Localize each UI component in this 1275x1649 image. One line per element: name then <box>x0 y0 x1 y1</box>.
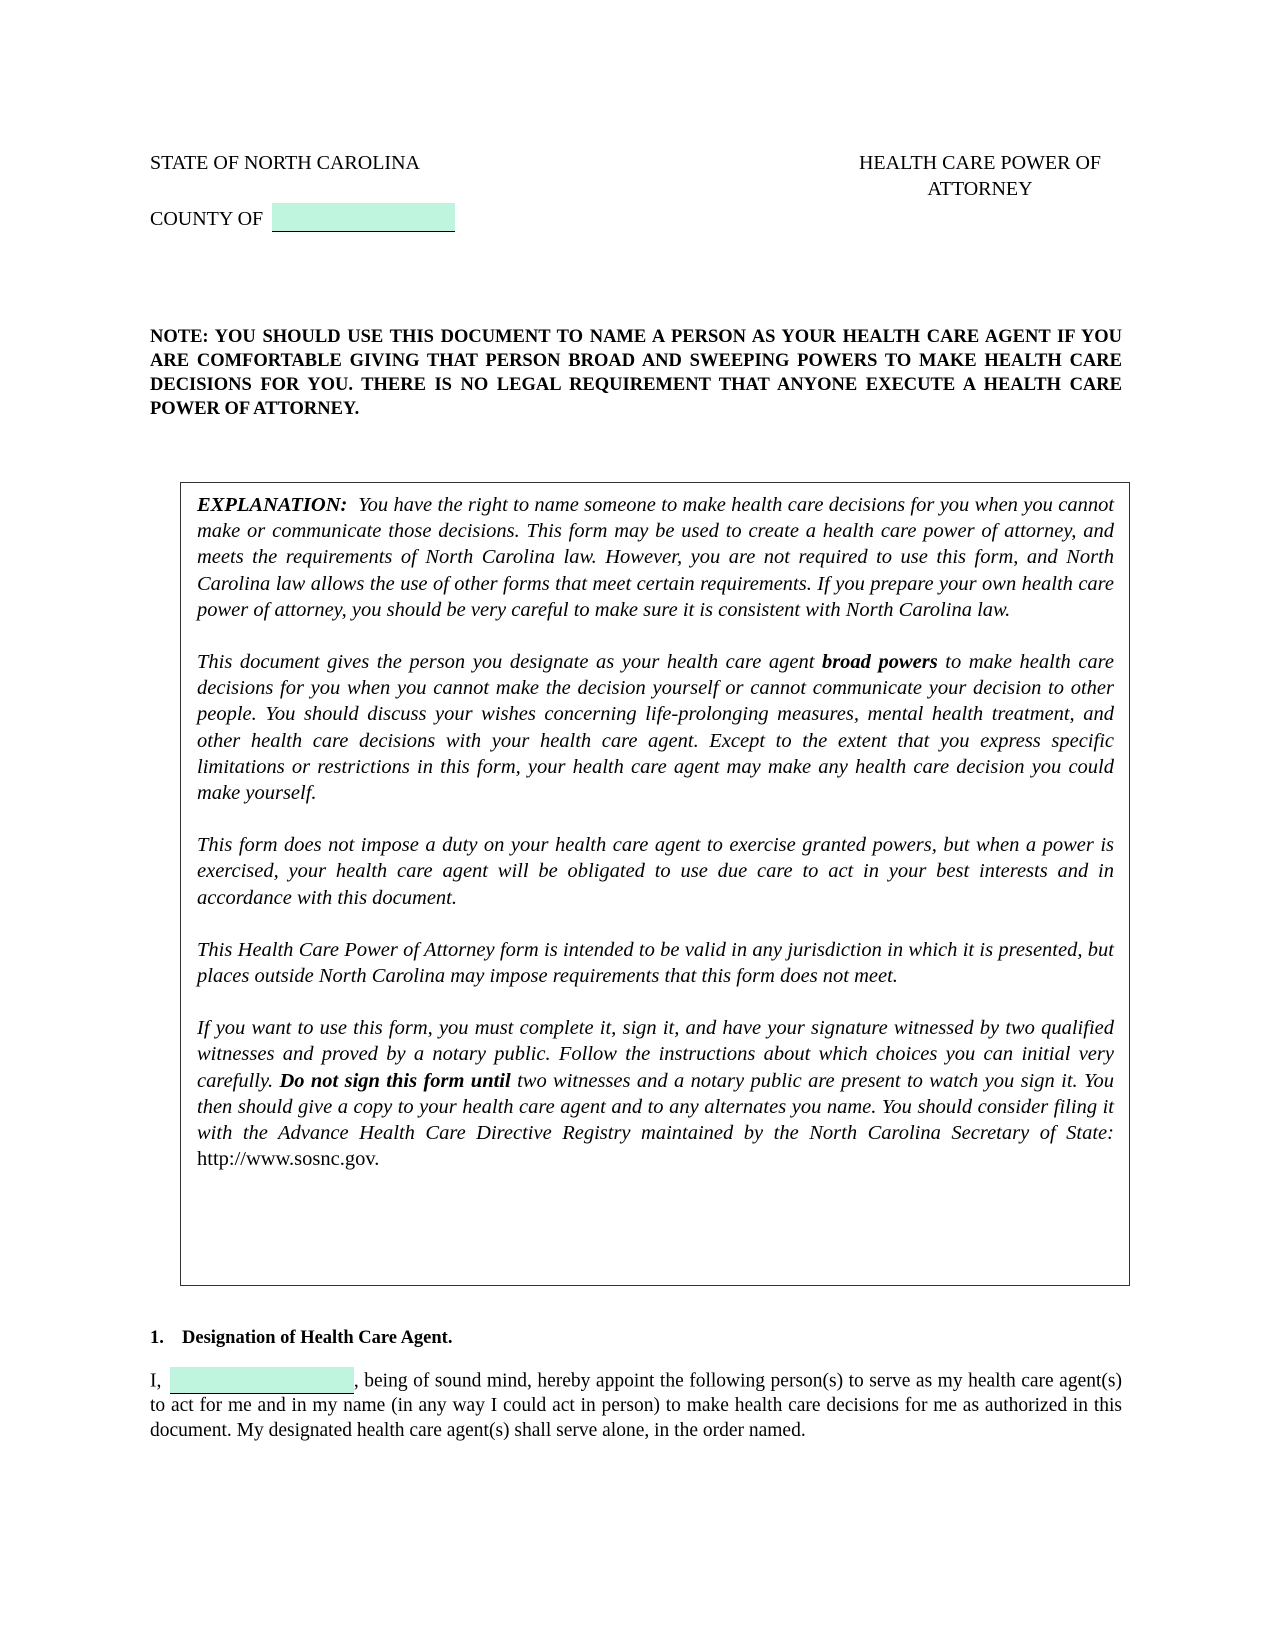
appointment-text: , being of sound mind, hereby appoint the following person(s) to serve as my health care agent(s) to act for me and in my name (in any way I could act in person) to make health care decisions for me as authorized in this document. My designated health care agent(s) shall serve alone, in the order named. <box>150 1370 1122 1441</box>
note-paragraph: NOTE: YOU SHOULD USE THIS DOCUMENT TO NAME A PERSON AS YOUR HEALTH CARE AGENT IF YOU ARE COMFORTABLE GIVING THAT PERSON BROAD AND SWEEPING POWERS TO MAKE HEALTH CARE DECISIONS FOR YOU. THERE IS NO LEGAL REQUIREMENT THAT ANYONE EXECUTE A HEALTH CARE POWER OF ATTORNEY. <box>150 327 1122 419</box>
principal-name-input[interactable] <box>170 1367 354 1394</box>
appointment-paragraph <box>150 1367 1122 1443</box>
explanation-text-5b: two witnesses and a notary public are present to watch you sign it. You then should give a copy to your health care agent and to any alternates you name. You should consider filing it with the Advance Health Care Directive Registry maintained by the North Carolina Secretary of State: <box>197 1069 1115 1145</box>
state-heading: STATE OF NORTH CAROLINA <box>150 152 420 174</box>
county-input[interactable] <box>272 203 455 232</box>
explanation-text-2b: to make health care decisions for you when you cannot make the decision yourself or cannot communicate your decision to other people. You should discuss your wishes concerning life-prolonging measures, mental health treatment, and other health care decisions with your health care agent. Except to the extent that you express specific limitations or restrictions in this form, your health care agent may make any health care decision you could make yourself. <box>197 651 1114 805</box>
section-1-heading <box>150 1328 452 1349</box>
explanation-paragraph-2 <box>197 649 1114 806</box>
explanation-box <box>180 482 1130 1286</box>
broad-powers-emphasis: broad powers <box>821 651 938 674</box>
section-number: 1. <box>150 1328 164 1348</box>
explanation-paragraph-5 <box>197 1015 1114 1172</box>
registry-link[interactable]: http://www.sosnc.gov. <box>197 1148 380 1171</box>
explanation-text-1: You have the right to name someone to make health care decisions for you when you cannot make or communicate those decisions. This form may be used to create a health care power of attorney, and meets the requirements of North Carolina law. However, you are not required to use this form, and North Carolina law allows the use of other forms that meet certain requirements. If you prepare your own health care power of attorney, you should be very careful to make sure it is consistent with North Carolina law. <box>197 494 1115 621</box>
county-line <box>150 203 455 232</box>
explanation-text-2a: This document gives the person you designate as your health care agent <box>197 651 815 674</box>
appointment-prefix: I, <box>150 1370 162 1392</box>
do-not-sign-emphasis: Do not sign this form until <box>279 1069 511 1092</box>
section-title: Designation of Health Care Agent. <box>182 1328 453 1348</box>
explanation-paragraph-4: This Health Care Power of Attorney form is intended to be valid in any jurisdiction in which it is presented, but places outside North Carolina may impose requirements that this form does not meet. <box>197 938 1114 988</box>
explanation-paragraph-3: This form does not impose a duty on your health care agent to exercise granted powers, but when a power is exercised, your health care agent will be obligated to use due care to act in your best interests and in accordance with this document. <box>197 834 1114 909</box>
county-label: COUNTY OF <box>150 208 264 230</box>
explanation-text-5a: If you want to use this form, you must complete it, sign it, and have your signature witnessed by two qualified witnesses and proved by a notary public. Follow the instructions about which choices you can initial very carefully. <box>197 1017 1114 1092</box>
document-title <box>800 150 1160 202</box>
explanation-lead: EXPLANATION: <box>197 494 348 516</box>
title-line-2: ATTORNEY <box>927 178 1033 200</box>
title-line-1: HEALTH CARE POWER OF <box>858 152 1102 174</box>
explanation-paragraph-1 <box>197 492 1114 623</box>
